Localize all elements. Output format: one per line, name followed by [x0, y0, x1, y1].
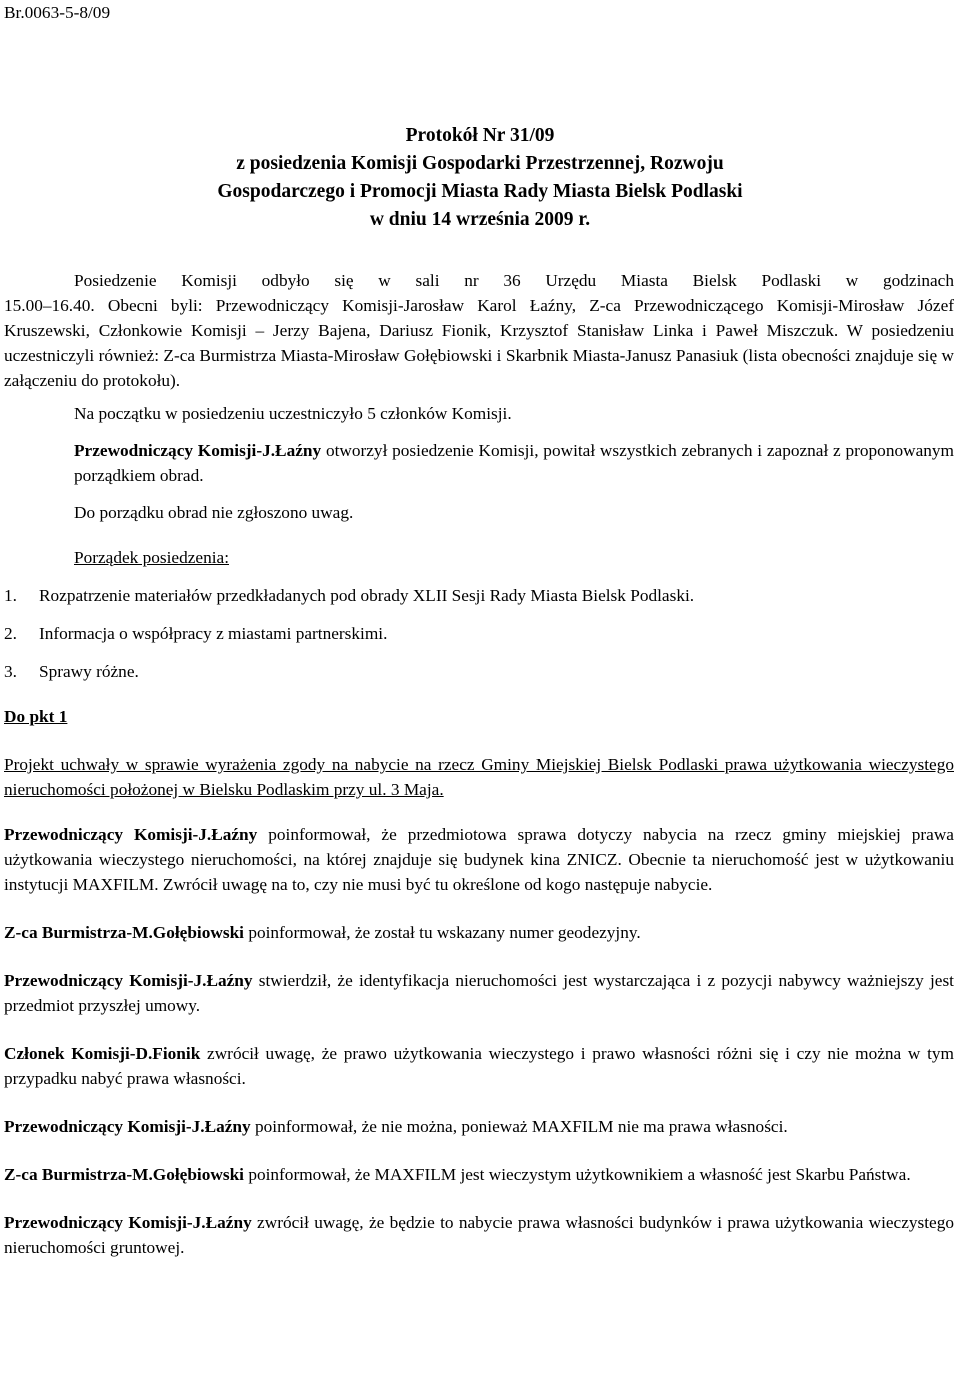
title-line-3: Gospodarczego i Promocji Miasta Rady Miasta Bielsk Podlaski [217, 181, 743, 202]
opening-speaker: Przewodniczący Komisji-J.Łaźny [74, 441, 322, 460]
statement-speaker: Z-ca Burmistrza-M.Gołębiowski [4, 923, 244, 942]
statement-text: poinformował, że został tu wskazany numer geodezyjny. [244, 923, 641, 942]
statement-speaker: Przewodniczący Komisji-J.Łaźny [4, 1213, 252, 1232]
attendance-note: Na początku w posiedzeniu uczestniczyło 5 członków Komisji. [74, 404, 512, 423]
statement-paragraph [4, 968, 954, 1018]
statement-text: zwrócił uwagę, że prawo użytkowania wieczystego i prawo własności różni się i czy nie można w tym przypadku nabyć prawa własności. [4, 1044, 954, 1088]
agenda-list [4, 583, 954, 684]
agenda-item [4, 659, 954, 684]
point-1-heading-text: Do pkt 1 [4, 707, 68, 726]
statement-text: stwierdził, że identyfikacja nieruchomości jest wystarczająca i z pozycji nabywcy ważniejszy jest przedmiot przyszłej umowy. [4, 971, 954, 1015]
intro-first-line: Posiedzenie Komisji odbyło się w sali nr 36 Urzędu Miasta Bielsk Podlaski w godzinach [74, 271, 954, 290]
document-body [4, 268, 954, 1260]
resolution-title: Projekt uchwały w sprawie wyrażenia zgody na nabycie na rzecz Gminy Miejskiej Bielsk Podlaski prawa użytkowania wieczystego nieruchomości położonej w Bielsku Podlaskim przy ul. 3 Maja. [4, 755, 954, 799]
statement-speaker: Z-ca Burmistrza-M.Gołębiowski [4, 1165, 244, 1184]
statement-paragraph [4, 920, 954, 945]
opening-text: otworzył posiedzenie Komisji, powitał wszystkich zebranych i zapoznał z proponowanym porządkiem obrad. [74, 441, 954, 485]
agenda-item-text: Informacja o współpracy z miastami partnerskimi. [39, 624, 388, 643]
title-line-1: Protokół Nr 31/09 [405, 125, 555, 146]
agenda-item-number: 3. [4, 662, 17, 681]
statement-speaker: Przewodniczący Komisji-J.Łaźny [4, 1117, 251, 1136]
statement-paragraph [4, 1210, 954, 1260]
point-1-heading [4, 704, 954, 729]
statement-paragraph [4, 1162, 954, 1187]
intro-paragraph: 15.00–16.40. Obecni byli: Przewodniczący Komisji-Jarosław Karol Łaźny, Z-ca Przewodniczącego Komisji-Mirosław Józef Kruszewski, Członkowie Komisji – Jerzy Bajena, Dariusz Fionik, Krzysztof Stanisław Linka i Paweł Miszczuk. W posiedzeniu uczestniczyli również: Z-ca Burmistrza Miasta-Mirosław Gołębiowski i Skarbnik Miasta-Janusz Panasiuk (lista obecności znajduje się w załączeniu do protokołu). [4, 296, 954, 390]
agenda-item-number: 2. [4, 624, 17, 643]
no-remarks-note: Do porządku obrad nie zgłoszono uwag. [74, 503, 354, 522]
document-reference-number: Br.0063-5-8/09 [4, 3, 111, 22]
opening-paragraph [4, 438, 954, 488]
agenda-heading-text: Porządek posiedzenia: [74, 548, 229, 567]
statement-paragraph [4, 1041, 954, 1091]
statement-paragraph [4, 822, 954, 897]
agenda-item [4, 621, 954, 646]
agenda-heading [4, 545, 954, 570]
title-line-2: z posiedzenia Komisji Gospodarki Przestrzennej, Rozwoju [236, 153, 724, 174]
statement-speaker: Przewodniczący Komisji-J.Łaźny [4, 971, 253, 990]
statement-paragraph [4, 1114, 954, 1139]
statement-text: zwrócił uwagę, że będzie to nabycie prawa własności budynków i prawa użytkowania wieczystego nieruchomości gruntowej. [4, 1213, 954, 1257]
agenda-item-text: Rozpatrzenie materiałów przedkładanych pod obrady XLII Sesji Rady Miasta Bielsk Podlaski. [39, 586, 695, 605]
agenda-item [4, 583, 954, 608]
statement-text: poinformował, że nie można, ponieważ MAXFILM nie ma prawa własności. [250, 1117, 788, 1136]
statement-speaker: Członek Komisji-D.Fionik [4, 1044, 201, 1063]
statement-text: poinformował, że MAXFILM jest wieczystym użytkownikiem a własność jest Skarbu Państwa. [244, 1165, 911, 1184]
statement-speaker: Przewodniczący Komisji-J.Łaźny [4, 825, 258, 844]
agenda-item-number: 1. [4, 586, 17, 605]
protocol-title [0, 122, 960, 234]
statement-text: poinformował, że przedmiotowa sprawa dotyczy nabycia na rzecz gminy miejskiej prawa użytkowania wieczystego nieruchomości, na której znajduje się budynek kina ZNICZ. Obecnie ta nieruchomość jest w użytkowaniu instytucji MAXFILM. Zwrócił uwagę na to, czy nie musi być tu określone od kogo następuje nabycie. [4, 825, 954, 894]
agenda-item-text: Sprawy różne. [39, 662, 139, 681]
title-line-4: w dniu 14 września 2009 r. [369, 209, 591, 230]
